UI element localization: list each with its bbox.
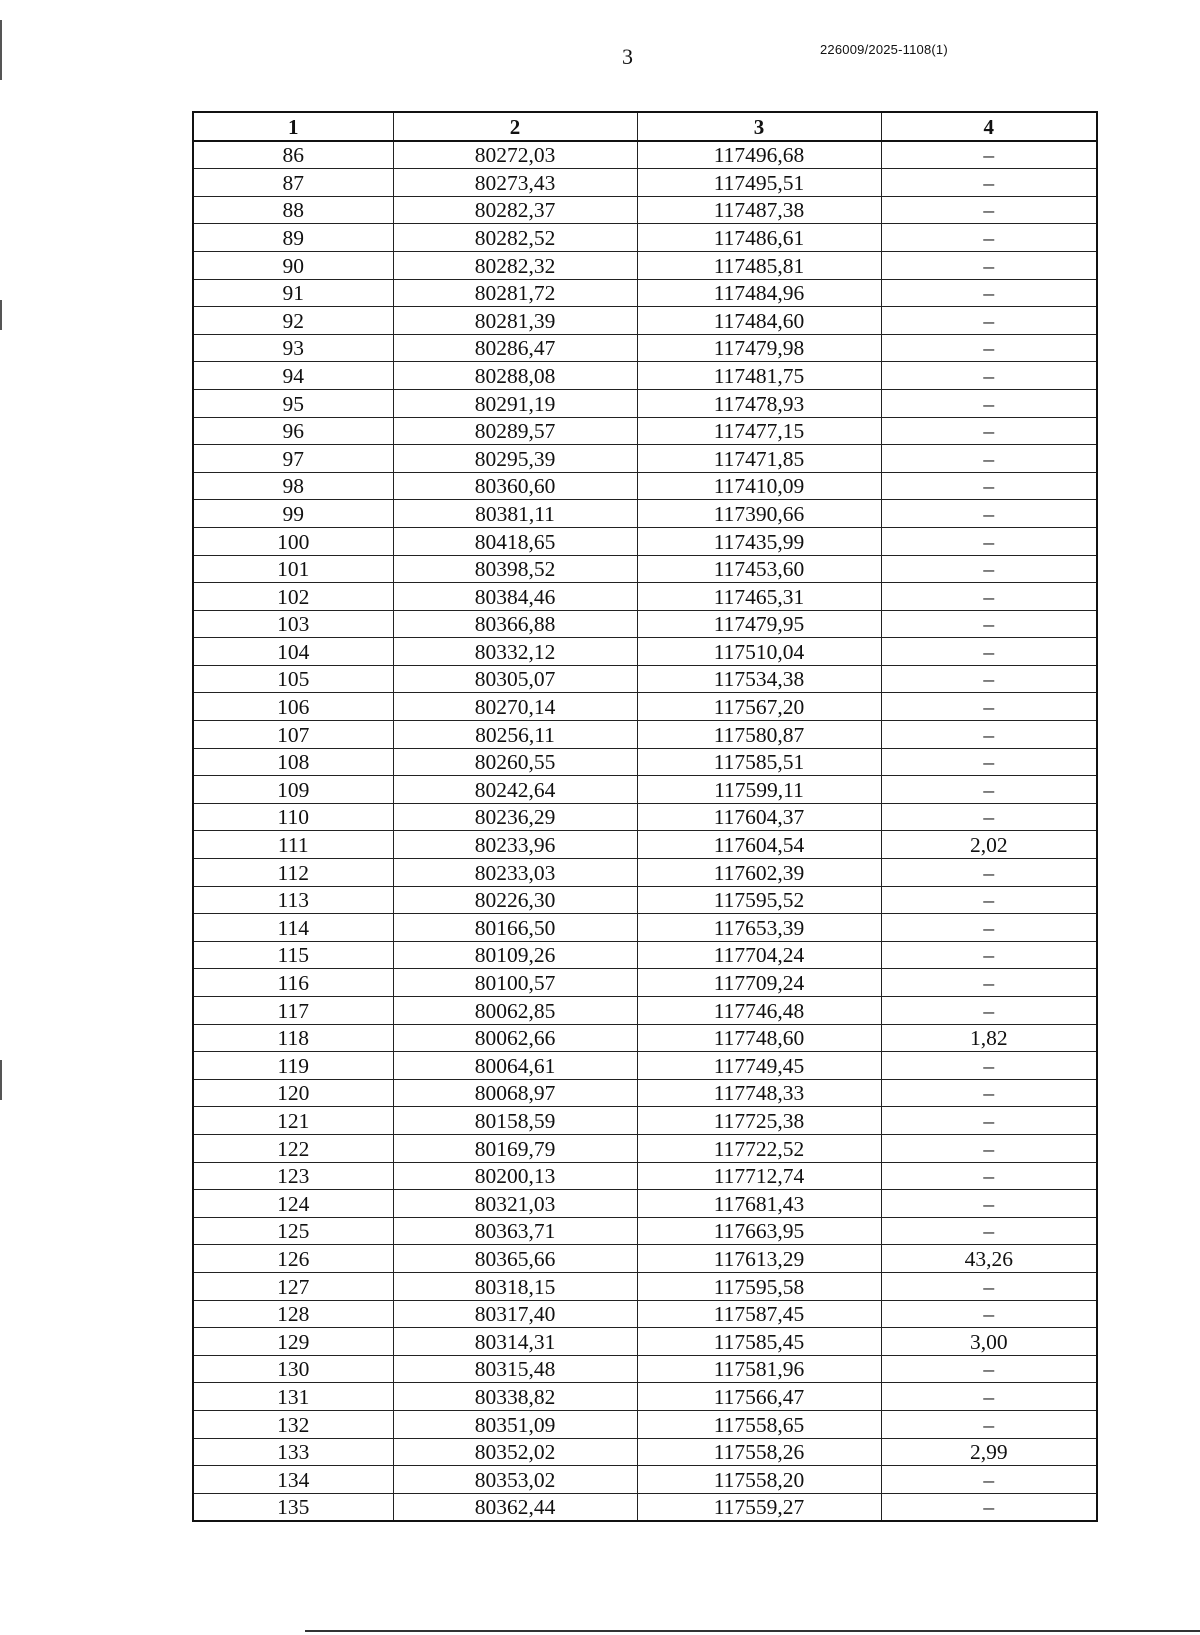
scan-edge-mark	[0, 300, 2, 330]
point-number-cell: 132	[193, 1410, 393, 1438]
table-row	[193, 334, 1097, 362]
y-coordinate-cell: 117435,99	[637, 527, 881, 555]
x-coordinate-cell: 80260,55	[393, 748, 637, 776]
y-coordinate-cell: 117558,20	[637, 1466, 881, 1494]
table-row	[193, 776, 1097, 804]
table-row	[193, 886, 1097, 914]
y-coordinate-cell: 117558,26	[637, 1438, 881, 1466]
table-row	[193, 610, 1097, 638]
y-coordinate-cell: 117487,38	[637, 196, 881, 224]
x-coordinate-cell: 80062,85	[393, 997, 637, 1025]
x-coordinate-cell: 80273,43	[393, 169, 637, 197]
x-coordinate-cell: 80314,31	[393, 1328, 637, 1356]
column-header: 1	[193, 112, 393, 141]
y-coordinate-cell: 117604,37	[637, 803, 881, 831]
value-cell: 3,00	[881, 1328, 1097, 1356]
x-coordinate-cell: 80418,65	[393, 527, 637, 555]
y-coordinate-cell: 117599,11	[637, 776, 881, 804]
point-number-cell: 113	[193, 886, 393, 914]
value-cell: –	[881, 1383, 1097, 1411]
point-number-cell: 94	[193, 362, 393, 390]
value-cell: 2,02	[881, 831, 1097, 859]
table-row	[193, 1410, 1097, 1438]
point-number-cell: 116	[193, 969, 393, 997]
table-row	[193, 389, 1097, 417]
table-row	[193, 914, 1097, 942]
y-coordinate-cell: 117581,96	[637, 1355, 881, 1383]
point-number-cell: 101	[193, 555, 393, 583]
point-number-cell: 117	[193, 997, 393, 1025]
y-coordinate-cell: 117749,45	[637, 1052, 881, 1080]
table-row	[193, 1383, 1097, 1411]
value-cell: –	[881, 141, 1097, 169]
value-cell: –	[881, 362, 1097, 390]
x-coordinate-cell: 80315,48	[393, 1355, 637, 1383]
point-number-cell: 135	[193, 1493, 393, 1521]
table-row	[193, 1134, 1097, 1162]
point-number-cell: 125	[193, 1217, 393, 1245]
table-row	[193, 721, 1097, 749]
y-coordinate-cell: 117485,81	[637, 251, 881, 279]
x-coordinate-cell: 80100,57	[393, 969, 637, 997]
x-coordinate-cell: 80242,64	[393, 776, 637, 804]
point-number-cell: 130	[193, 1355, 393, 1383]
table-row	[193, 831, 1097, 859]
y-coordinate-cell: 117587,45	[637, 1300, 881, 1328]
point-number-cell: 120	[193, 1079, 393, 1107]
x-coordinate-cell: 80282,32	[393, 251, 637, 279]
point-number-cell: 118	[193, 1024, 393, 1052]
value-cell: –	[881, 1410, 1097, 1438]
point-number-cell: 106	[193, 693, 393, 721]
y-coordinate-cell: 117465,31	[637, 583, 881, 611]
x-coordinate-cell: 80291,19	[393, 389, 637, 417]
point-number-cell: 121	[193, 1107, 393, 1135]
point-number-cell: 119	[193, 1052, 393, 1080]
y-coordinate-cell: 117471,85	[637, 445, 881, 473]
point-number-cell: 127	[193, 1272, 393, 1300]
x-coordinate-cell: 80233,03	[393, 859, 637, 887]
y-coordinate-cell: 117663,95	[637, 1217, 881, 1245]
coordinates-table	[192, 111, 1098, 1522]
x-coordinate-cell: 80305,07	[393, 665, 637, 693]
y-coordinate-cell: 117613,29	[637, 1245, 881, 1273]
x-coordinate-cell: 80233,96	[393, 831, 637, 859]
y-coordinate-cell: 117585,45	[637, 1328, 881, 1356]
table-row	[193, 1300, 1097, 1328]
y-coordinate-cell: 117725,38	[637, 1107, 881, 1135]
table-row	[193, 251, 1097, 279]
y-coordinate-cell: 117709,24	[637, 969, 881, 997]
x-coordinate-cell: 80226,30	[393, 886, 637, 914]
value-cell: –	[881, 803, 1097, 831]
value-cell: –	[881, 997, 1097, 1025]
x-coordinate-cell: 80318,15	[393, 1272, 637, 1300]
x-coordinate-cell: 80200,13	[393, 1162, 637, 1190]
value-cell: –	[881, 886, 1097, 914]
value-cell: –	[881, 1079, 1097, 1107]
y-coordinate-cell: 117484,60	[637, 307, 881, 335]
point-number-cell: 128	[193, 1300, 393, 1328]
x-coordinate-cell: 80282,52	[393, 224, 637, 252]
table-row	[193, 224, 1097, 252]
table-header-row	[193, 112, 1097, 141]
table-row	[193, 1190, 1097, 1218]
value-cell: –	[881, 638, 1097, 666]
page-number: 3	[622, 44, 633, 69]
y-coordinate-cell: 117481,75	[637, 362, 881, 390]
value-cell: –	[881, 693, 1097, 721]
y-coordinate-cell: 117653,39	[637, 914, 881, 942]
y-coordinate-cell: 117585,51	[637, 748, 881, 776]
point-number-cell: 110	[193, 803, 393, 831]
value-cell: –	[881, 472, 1097, 500]
point-number-cell: 111	[193, 831, 393, 859]
x-coordinate-cell: 80169,79	[393, 1134, 637, 1162]
y-coordinate-cell: 117704,24	[637, 941, 881, 969]
y-coordinate-cell: 117602,39	[637, 859, 881, 887]
y-coordinate-cell: 117477,15	[637, 417, 881, 445]
point-number-cell: 123	[193, 1162, 393, 1190]
value-cell: –	[881, 1190, 1097, 1218]
value-cell: –	[881, 169, 1097, 197]
table-row	[193, 748, 1097, 776]
x-coordinate-cell: 80332,12	[393, 638, 637, 666]
table-row	[193, 307, 1097, 335]
value-cell: –	[881, 665, 1097, 693]
value-cell: –	[881, 251, 1097, 279]
x-coordinate-cell: 80272,03	[393, 141, 637, 169]
value-cell: –	[881, 334, 1097, 362]
table-row	[193, 997, 1097, 1025]
table-row	[193, 1466, 1097, 1494]
value-cell: –	[881, 500, 1097, 528]
point-number-cell: 86	[193, 141, 393, 169]
x-coordinate-cell: 80321,03	[393, 1190, 637, 1218]
x-coordinate-cell: 80384,46	[393, 583, 637, 611]
y-coordinate-cell: 117558,65	[637, 1410, 881, 1438]
y-coordinate-cell: 117510,04	[637, 638, 881, 666]
scan-edge-mark	[0, 1060, 2, 1100]
x-coordinate-cell: 80381,11	[393, 500, 637, 528]
x-coordinate-cell: 80236,29	[393, 803, 637, 831]
value-cell: –	[881, 445, 1097, 473]
table-row	[193, 1162, 1097, 1190]
y-coordinate-cell: 117580,87	[637, 721, 881, 749]
point-number-cell: 112	[193, 859, 393, 887]
value-cell: –	[881, 1162, 1097, 1190]
value-cell: –	[881, 583, 1097, 611]
table-row	[193, 279, 1097, 307]
y-coordinate-cell: 117410,09	[637, 472, 881, 500]
x-coordinate-cell: 80109,26	[393, 941, 637, 969]
point-number-cell: 109	[193, 776, 393, 804]
value-cell: –	[881, 914, 1097, 942]
y-coordinate-cell: 117479,95	[637, 610, 881, 638]
point-number-cell: 124	[193, 1190, 393, 1218]
x-coordinate-cell: 80353,02	[393, 1466, 637, 1494]
value-cell: –	[881, 196, 1097, 224]
y-coordinate-cell: 117748,60	[637, 1024, 881, 1052]
point-number-cell: 97	[193, 445, 393, 473]
x-coordinate-cell: 80352,02	[393, 1438, 637, 1466]
column-header: 2	[393, 112, 637, 141]
column-header: 4	[881, 112, 1097, 141]
column-header: 3	[637, 112, 881, 141]
value-cell: –	[881, 1272, 1097, 1300]
table-row	[193, 1493, 1097, 1521]
x-coordinate-cell: 80317,40	[393, 1300, 637, 1328]
table-row	[193, 1024, 1097, 1052]
value-cell: –	[881, 224, 1097, 252]
point-number-cell: 90	[193, 251, 393, 279]
table-row	[193, 1079, 1097, 1107]
x-coordinate-cell: 80062,66	[393, 1024, 637, 1052]
x-coordinate-cell: 80398,52	[393, 555, 637, 583]
table-row	[193, 859, 1097, 887]
value-cell: –	[881, 1052, 1097, 1080]
point-number-cell: 122	[193, 1134, 393, 1162]
y-coordinate-cell: 117566,47	[637, 1383, 881, 1411]
value-cell: –	[881, 279, 1097, 307]
value-cell: –	[881, 610, 1097, 638]
value-cell: –	[881, 1466, 1097, 1494]
value-cell: –	[881, 969, 1097, 997]
value-cell: –	[881, 1355, 1097, 1383]
table-row	[193, 500, 1097, 528]
table-row	[193, 665, 1097, 693]
x-coordinate-cell: 80286,47	[393, 334, 637, 362]
table-row	[193, 1328, 1097, 1356]
y-coordinate-cell: 117567,20	[637, 693, 881, 721]
x-coordinate-cell: 80068,97	[393, 1079, 637, 1107]
table-row	[193, 583, 1097, 611]
x-coordinate-cell: 80064,61	[393, 1052, 637, 1080]
table-row	[193, 141, 1097, 169]
point-number-cell: 107	[193, 721, 393, 749]
point-number-cell: 133	[193, 1438, 393, 1466]
point-number-cell: 88	[193, 196, 393, 224]
y-coordinate-cell: 117390,66	[637, 500, 881, 528]
x-coordinate-cell: 80295,39	[393, 445, 637, 473]
point-number-cell: 131	[193, 1383, 393, 1411]
y-coordinate-cell: 117478,93	[637, 389, 881, 417]
value-cell: –	[881, 307, 1097, 335]
point-number-cell: 92	[193, 307, 393, 335]
y-coordinate-cell: 117746,48	[637, 997, 881, 1025]
x-coordinate-cell: 80281,72	[393, 279, 637, 307]
point-number-cell: 126	[193, 1245, 393, 1273]
point-number-cell: 103	[193, 610, 393, 638]
table-row	[193, 1107, 1097, 1135]
value-cell: –	[881, 776, 1097, 804]
point-number-cell: 89	[193, 224, 393, 252]
point-number-cell: 100	[193, 527, 393, 555]
value-cell: –	[881, 389, 1097, 417]
value-cell: 2,99	[881, 1438, 1097, 1466]
value-cell: –	[881, 1300, 1097, 1328]
y-coordinate-cell: 117595,58	[637, 1272, 881, 1300]
y-coordinate-cell: 117453,60	[637, 555, 881, 583]
y-coordinate-cell: 117495,51	[637, 169, 881, 197]
y-coordinate-cell: 117681,43	[637, 1190, 881, 1218]
point-number-cell: 102	[193, 583, 393, 611]
table-row	[193, 941, 1097, 969]
point-number-cell: 134	[193, 1466, 393, 1494]
value-cell: –	[881, 859, 1097, 887]
value-cell: –	[881, 748, 1097, 776]
table-row	[193, 472, 1097, 500]
point-number-cell: 87	[193, 169, 393, 197]
table-row	[193, 638, 1097, 666]
table-row	[193, 362, 1097, 390]
y-coordinate-cell: 117484,96	[637, 279, 881, 307]
table-row	[193, 1245, 1097, 1273]
point-number-cell: 98	[193, 472, 393, 500]
table-body	[193, 141, 1097, 1522]
x-coordinate-cell: 80166,50	[393, 914, 637, 942]
value-cell: –	[881, 527, 1097, 555]
x-coordinate-cell: 80256,11	[393, 721, 637, 749]
point-number-cell: 114	[193, 914, 393, 942]
table-row	[193, 1438, 1097, 1466]
value-cell: –	[881, 417, 1097, 445]
x-coordinate-cell: 80362,44	[393, 1493, 637, 1521]
document-reference: 226009/2025-1108(1)	[820, 42, 948, 57]
table-row	[193, 169, 1097, 197]
value-cell: –	[881, 1493, 1097, 1521]
value-cell: –	[881, 1134, 1097, 1162]
coordinates-table-container	[192, 111, 1096, 1522]
point-number-cell: 104	[193, 638, 393, 666]
point-number-cell: 93	[193, 334, 393, 362]
table-row	[193, 693, 1097, 721]
point-number-cell: 99	[193, 500, 393, 528]
x-coordinate-cell: 80338,82	[393, 1383, 637, 1411]
y-coordinate-cell: 117496,68	[637, 141, 881, 169]
x-coordinate-cell: 80365,66	[393, 1245, 637, 1273]
point-number-cell: 115	[193, 941, 393, 969]
value-cell: –	[881, 941, 1097, 969]
y-coordinate-cell: 117595,52	[637, 886, 881, 914]
y-coordinate-cell: 117722,52	[637, 1134, 881, 1162]
value-cell: –	[881, 555, 1097, 583]
point-number-cell: 108	[193, 748, 393, 776]
table-row	[193, 555, 1097, 583]
table-row	[193, 1355, 1097, 1383]
table-row	[193, 527, 1097, 555]
y-coordinate-cell: 117486,61	[637, 224, 881, 252]
value-cell: –	[881, 721, 1097, 749]
x-coordinate-cell: 80288,08	[393, 362, 637, 390]
table-row	[193, 417, 1097, 445]
table-row	[193, 969, 1097, 997]
x-coordinate-cell: 80351,09	[393, 1410, 637, 1438]
y-coordinate-cell: 117604,54	[637, 831, 881, 859]
table-row	[193, 803, 1097, 831]
x-coordinate-cell: 80289,57	[393, 417, 637, 445]
y-coordinate-cell: 117479,98	[637, 334, 881, 362]
y-coordinate-cell: 117559,27	[637, 1493, 881, 1521]
value-cell: 43,26	[881, 1245, 1097, 1273]
point-number-cell: 96	[193, 417, 393, 445]
scan-edge-mark	[0, 20, 2, 80]
x-coordinate-cell: 80282,37	[393, 196, 637, 224]
value-cell: –	[881, 1107, 1097, 1135]
table-row	[193, 1217, 1097, 1245]
table-row	[193, 196, 1097, 224]
x-coordinate-cell: 80281,39	[393, 307, 637, 335]
x-coordinate-cell: 80360,60	[393, 472, 637, 500]
table-row	[193, 1272, 1097, 1300]
point-number-cell: 105	[193, 665, 393, 693]
x-coordinate-cell: 80158,59	[393, 1107, 637, 1135]
value-cell: –	[881, 1217, 1097, 1245]
value-cell: 1,82	[881, 1024, 1097, 1052]
x-coordinate-cell: 80270,14	[393, 693, 637, 721]
x-coordinate-cell: 80363,71	[393, 1217, 637, 1245]
y-coordinate-cell: 117748,33	[637, 1079, 881, 1107]
bottom-rule	[305, 1630, 1200, 1632]
y-coordinate-cell: 117712,74	[637, 1162, 881, 1190]
y-coordinate-cell: 117534,38	[637, 665, 881, 693]
table-row	[193, 445, 1097, 473]
point-number-cell: 91	[193, 279, 393, 307]
table-row	[193, 1052, 1097, 1080]
x-coordinate-cell: 80366,88	[393, 610, 637, 638]
point-number-cell: 129	[193, 1328, 393, 1356]
point-number-cell: 95	[193, 389, 393, 417]
